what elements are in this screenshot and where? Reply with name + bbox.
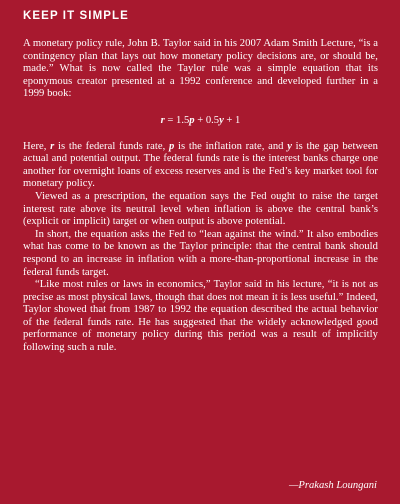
para2-prefix: Here, bbox=[23, 140, 51, 152]
paragraph-lean-against-wind: In short, the equation asks the Fed to “lean against the wind.” It also embodies what has come to be known as the Taylor principle: that the central bank should respond to an increase in inflation with a more-than-proportional increase in the federal funds target. bbox=[23, 228, 378, 278]
taylor-rule-equation bbox=[23, 115, 378, 128]
equation-var-r: r bbox=[160, 114, 165, 126]
paragraph-prescription: Viewed as a prescription, the equation says the Fed ought to raise the target interest rate above its neutral level when inflation is above the central bank’s (explicit or implicit) target or when output is above potential. bbox=[23, 190, 378, 228]
para2-var-p: p bbox=[168, 140, 175, 152]
equation-part-1: = 1.5 bbox=[164, 114, 190, 126]
paragraph-definitions bbox=[23, 141, 378, 191]
para2-var-r: r bbox=[50, 140, 55, 152]
paragraph-taylor-quote: “Like most rules or laws in economics,” Taylor said in his lecture, “it is not as precise as most physical laws, though that does not mean it is less useful.” Indeed, Taylor showed that from 1987 to 1992 the equation described the actual behavior of the federal funds rate. He has suggested that the widely acknowledged good performance of monetary policy during this period was a result of implicitly following such a rule. bbox=[23, 279, 378, 354]
box-heading: KEEP IT SIMPLE bbox=[23, 10, 129, 22]
para2-mid2: is the inflation rate, and bbox=[174, 140, 288, 152]
equation-var-y: y bbox=[219, 114, 224, 126]
para2-rest: is the gap between actual and potential output. The federal funds rate is the interest banks charge one another for overnight loans of excess reserves and is the Fed’s key market tool for monetary policy. bbox=[23, 140, 378, 190]
paragraph-intro: A monetary policy rule, John B. Taylor said in his 2007 Adam Smith Lecture, “is a contingency plan that lays out how monetary policy decisions are, or should be, made.” What is now called the Taylor rule was a simple equation that its eponymous creator presented at a 1992 conference and developed further in a 1999 book: bbox=[23, 38, 378, 100]
equation-part-2: + 0.5 bbox=[194, 114, 220, 126]
author-signature: —Prakash Loungani bbox=[289, 480, 377, 491]
equation-part-3: + 1 bbox=[223, 114, 241, 126]
para2-mid1: is the federal funds rate, bbox=[54, 140, 169, 152]
equation-var-p: p bbox=[189, 114, 195, 126]
para2-var-y: y bbox=[287, 140, 292, 152]
